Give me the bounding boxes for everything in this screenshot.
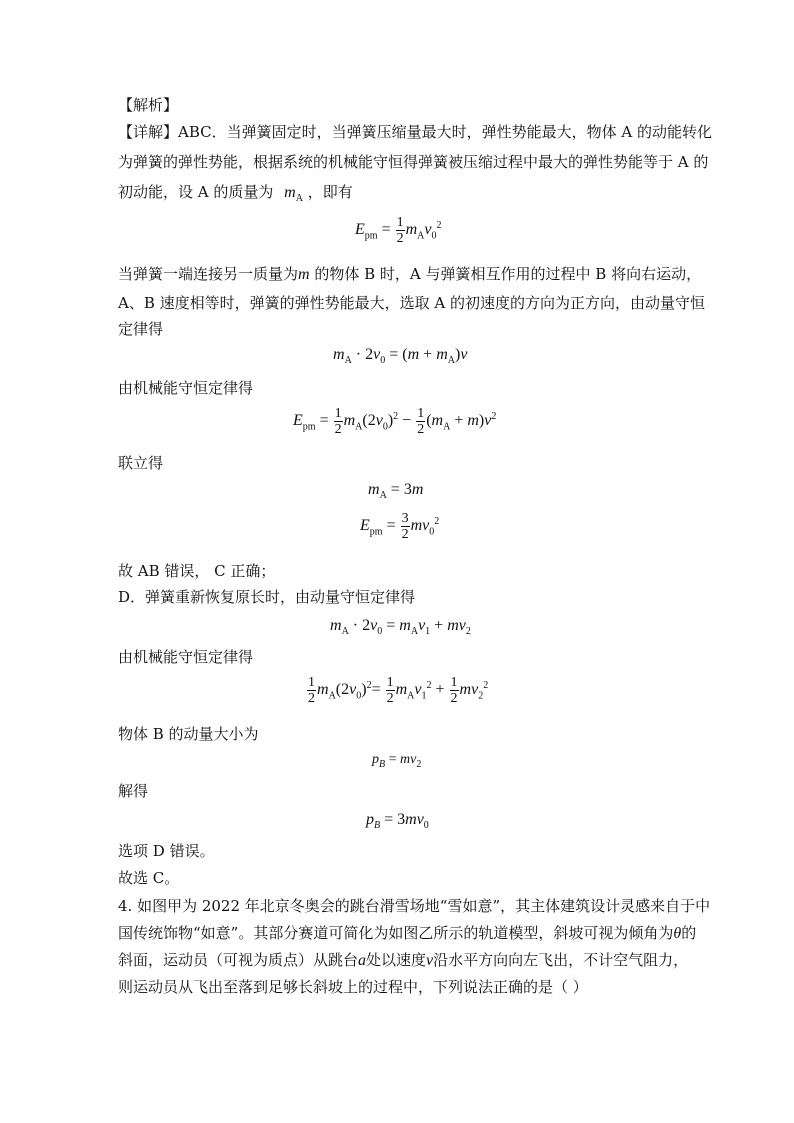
symbol-mA: $m_A$ (284, 184, 303, 205)
formula-9: $p_B = 3mv_0$ (366, 811, 429, 832)
text-line: 联立得 (118, 454, 164, 472)
text-line: 由机械能守恒定律得 (118, 379, 254, 397)
formula-8: $p_B = mv_2$ (372, 752, 422, 770)
formula-3: $E_{pm}$ = $\frac{1}{2}$ $m_A(2v_0)^2$ − $\frac{1}{2}$ $(m_A + m)v^2$ (293, 406, 497, 437)
symbol-theta: θ (673, 925, 682, 942)
text-line: 选项 D 错误。 (118, 842, 215, 860)
formula-6: $m_A \cdot 2v_0 = m_Av_1 + mv_2$ (330, 617, 471, 638)
formula-5: $E_{pm}$ = $\frac{3}{2}$ $mv_0^2$ (360, 511, 440, 542)
formula-2: $m_A \cdot 2v_0 = (m + m_A)v$ (333, 346, 468, 367)
formula-1: $E_{pm}$ = $\frac{1}{2}$ $m_Av_0^2$ (355, 215, 442, 246)
text-line: 定律得 (118, 320, 164, 338)
text-span: 初动能，设 A 的质量为 (118, 183, 274, 201)
text-line: 【详解】ABC．当弹簧固定时，当弹簧压缩量最大时，弹性势能最大，物体 A 的动能转化 (118, 123, 712, 141)
text-span: ，即有 (307, 183, 353, 201)
symbol-v: v (426, 952, 434, 969)
text-span: 斜面，运动员（可视为质点）从跳台 (118, 951, 359, 969)
question-line: 4. 如图甲为 2022 年北京冬奥会的跳台滑雪场地“雪如意”，其主体建筑设计灵感来自于中 (118, 897, 711, 915)
text-line (118, 181, 353, 210)
text-line: 由机械能守恒定律得 (118, 648, 254, 666)
text-line: 解得 (118, 782, 149, 800)
formula-4: $m_A = 3m$ (368, 481, 424, 502)
symbol-m: m (298, 266, 310, 283)
text-line: 故选 C。 (118, 869, 180, 887)
question-line (118, 922, 696, 945)
question-line: 则运动员从飞出至落到足够长斜坡上的过程中，下列说法正确的是（ ） (118, 978, 588, 996)
text-line: D．弹簧重新恢复原长时，由动量守恒定律得 (118, 588, 416, 606)
text-line: 故 AB 错误， C 正确； (118, 562, 276, 580)
text-line (118, 263, 701, 286)
question-line (118, 949, 688, 972)
text-span: 国传统饰物“如意”。其部分赛道可简化为如图乙所示的轨道模型，斜坡可视为倾角为 (118, 924, 674, 942)
text-span: 沿水平方向向左飞出，不计空气阻力， (433, 951, 689, 969)
symbol-a: a (358, 952, 367, 969)
text-span: 的 (681, 924, 697, 942)
formula-7: $\frac{1}{2}$ $m_A(2v_0)^2=$ $\frac{1}{2}$ $m_Av_1^2$ + $\frac{1}{2}$ $mv_2^2$ (308, 675, 489, 706)
text-span: 当弹簧一端连接另一质量为 (118, 265, 299, 283)
section-heading: 【解析】 (118, 96, 179, 114)
text-line: 物体 B 的动量大小为 (118, 725, 259, 743)
text-span: 的物体 B 时，A 与弹簧相互作用的过程中 B 将向右运动， (309, 265, 702, 283)
text-line: A、B 速度相等时，弹簧的弹性势能最大，选取 A 的初速度的方向为正方向，由动量守恒 (118, 294, 705, 312)
text-span: 处以速度 (366, 951, 427, 969)
text-line: 为弹簧的弹性势能，根据系统的机械能守恒得弹簧被压缩过程中最大的弹性势能等于 A 的 (118, 153, 709, 171)
